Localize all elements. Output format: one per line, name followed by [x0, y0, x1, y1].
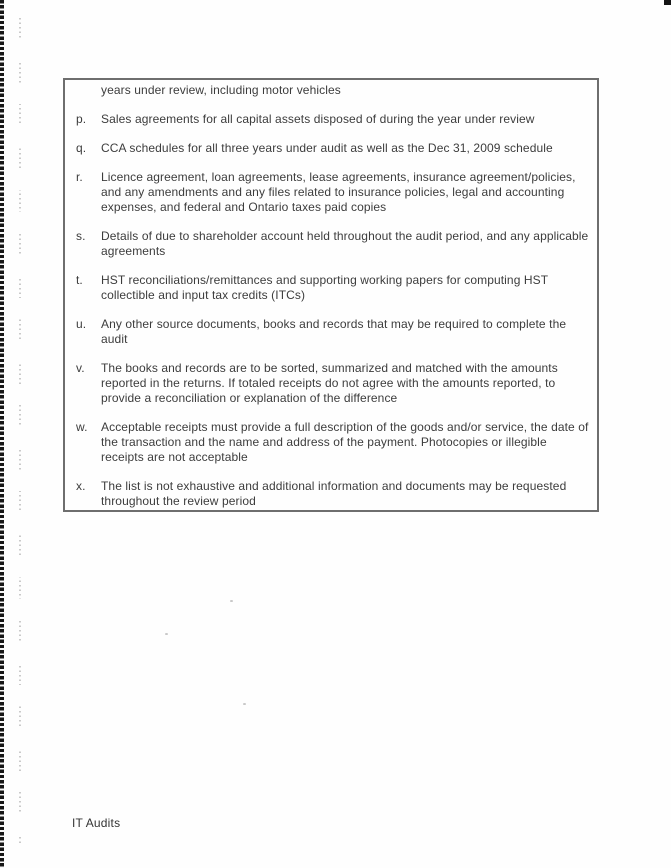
list-item-text: Sales agreements for all capital assets disposed of during the year under review: [101, 112, 535, 126]
list-item-u: [76, 317, 589, 347]
list-item-marker: u.: [76, 317, 87, 331]
scan-speck: [165, 633, 168, 635]
list-item-text: Acceptable receipts must provide a full description of the goods and/or service, the date of the transaction and the name and address of the payment. Photocopies or illegible receipts are not acceptable: [101, 420, 589, 464]
document-list-box: [63, 78, 599, 512]
list-item-x: [76, 479, 589, 509]
list-item-marker: t.: [76, 273, 83, 287]
continuation-line: years under review, including motor vehicles: [101, 83, 341, 97]
list-item-marker: r.: [76, 170, 83, 184]
list-item-marker: s.: [76, 229, 86, 243]
list-item-w: [76, 420, 589, 465]
list-item-s: [76, 229, 589, 259]
list-item-text: The books and records are to be sorted, summarized and matched with the amounts reported in the returns. If totaled receipts do not agree with the amounts reported, to provide a reconciliation or explanation of the difference: [101, 361, 558, 405]
corner-scan-mark-artifact: [664, 0, 671, 5]
list-item-text: Any other source documents, books and records that may be required to complete the audit: [101, 317, 567, 346]
list-item-p: [76, 112, 589, 127]
list-item-marker: p.: [76, 112, 87, 126]
list-item-marker: v.: [76, 361, 85, 375]
list-item-marker: x.: [76, 479, 86, 493]
scan-speck: [243, 703, 246, 705]
scan-speck: [230, 600, 233, 602]
scan-binding-edge-artifact: [0, 0, 4, 868]
list-item-t: [76, 273, 589, 303]
list-item-text: Details of due to shareholder account held throughout the audit period, and any applicable agreements: [101, 229, 589, 258]
list-item-text: Licence agreement, loan agreements, lease agreements, insurance agreement/policies, and any amendments and any files related to insurance policies, legal and accounting expenses, and federal and Ontario taxes paid copies: [101, 170, 576, 214]
list-item-marker: q.: [76, 141, 87, 155]
list-item-text: CCA schedules for all three years under audit as well as the Dec 31, 2009 schedule: [101, 141, 553, 155]
list-item-r: [76, 170, 589, 215]
page-footer-label: IT Audits: [72, 816, 121, 830]
list-item-v: [76, 361, 589, 406]
list-item-marker: w.: [76, 420, 88, 434]
list-item-text: The list is not exhaustive and additional information and documents may be requested throughout the review period: [101, 479, 567, 508]
list-item-q: [76, 141, 589, 156]
list-item-text: HST reconciliations/remittances and supporting working papers for computing HST collectible and input tax credits (ITCs): [101, 273, 549, 302]
margin-binding-marks-artifact: [19, 18, 21, 844]
